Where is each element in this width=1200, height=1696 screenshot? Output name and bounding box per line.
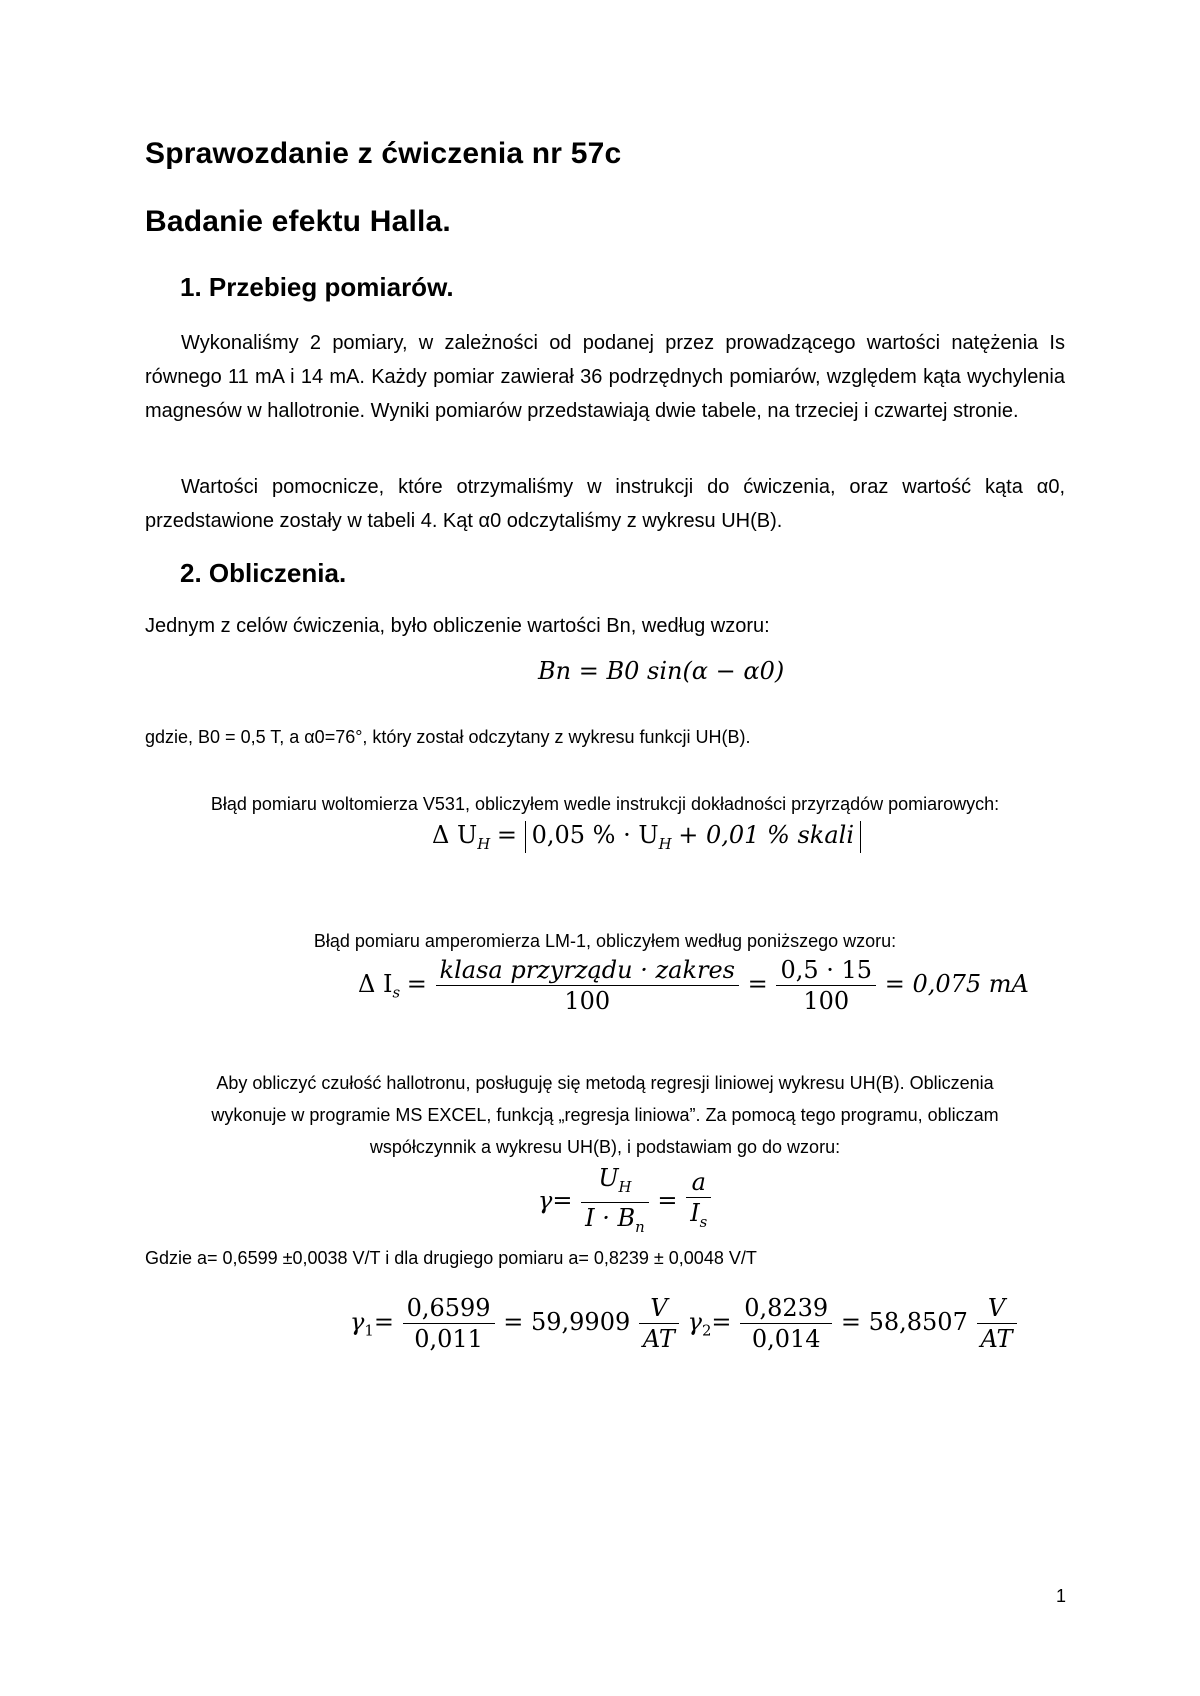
section2-heading: 2. Obliczenia. xyxy=(180,558,347,588)
regression-line-1: Aby obliczyć czułość hallotronu, posługuję się metodą regresji liniowej wykresu UH(B). Obliczenia xyxy=(216,1073,994,1093)
fraction-gamma-2-num: a xyxy=(686,1167,711,1198)
formula-bn xyxy=(538,657,784,686)
unit-2-num: V xyxy=(977,1293,1017,1324)
regression-line-3: współczynnik a wykresu UH(B), i podstawiam go do wzoru: xyxy=(369,1137,841,1157)
document-subtitle: Badanie efektu Halla. xyxy=(145,205,451,238)
formula-du-abs: 0,05 % · $U_H + 0,01$ % skali xyxy=(525,821,861,853)
section2-intro: Jednym z celów ćwiczenia, było obliczenie wartości Bn, według wzoru: xyxy=(145,615,770,637)
fraction-ammeter-2 xyxy=(776,955,876,1016)
fraction-unit-1 xyxy=(639,1293,679,1354)
formula-du-left: Δ U xyxy=(432,821,478,849)
formula-gamma-results: $\gamma_1=$ $\frac{0,6599}{0,011}$ = 59,9909 $\frac{V}{AT}$ $\gamma_2=$ $\frac{0,8239}{0,014}$ = 58,8507 $\frac{V}{AT}$ xyxy=(350,1293,1019,1354)
regression-values: Gdzie a= 0,6599 ±0,0038 V/T i dla drugiego pomiaru a= 0,8239 ± 0,0048 V/T xyxy=(145,1248,757,1268)
fraction-g2-num: 0,8239 xyxy=(740,1293,832,1324)
fraction-gamma-2-den: I xyxy=(690,1199,700,1228)
page-number: 1 xyxy=(1056,1586,1067,1606)
fraction-g1-den: 0,011 xyxy=(414,1325,483,1353)
ammeter-text: Błąd pomiaru amperomierza LM-1, obliczyłem według poniższego wzoru: xyxy=(313,931,897,951)
unit-1-num: V xyxy=(639,1293,679,1324)
formula-gamma: γ= $\frac{U_H}{I \cdot B_n}$ = $\frac{a}{I_s}$ xyxy=(538,1163,713,1242)
section1-heading: 1. Przebieg pomiarów. xyxy=(180,272,454,302)
section1-p1-text: Wykonaliśmy 2 pomiary, w zależności od podanej przez prowadzącego wartości natężenia Is równego 11 mA i 14 mA. Każdy pomiar zawierał 36 podrzędnych pomiarów, względem kąta wychylenia magnesów w hallotronie. Wyniki pomiarów przedstawiają dwie tabele, na trzeciej i czwartej stronie. xyxy=(145,332,1065,422)
fraction-g1 xyxy=(403,1293,495,1354)
regression-line-2: wykonuje w programie MS EXCEL, funkcją „regresja liniowa”. Za pomocą tego programu, obliczam xyxy=(211,1105,999,1125)
fraction-gamma-2: $\frac{a}{I_s}$ xyxy=(686,1167,711,1237)
g1-value: = 59,9909 xyxy=(503,1307,631,1336)
fraction-unit-2 xyxy=(977,1293,1017,1354)
fraction-gamma-1: $\frac{U_H}{I \cdot B_n}$ xyxy=(581,1163,649,1242)
fraction-g1-num: 0,6599 xyxy=(403,1293,495,1324)
formula-di-left: Δ I xyxy=(358,969,393,998)
fraction-gamma-1-num: U xyxy=(598,1164,619,1192)
section1-p2-text: Wartości pomocnicze, które otrzymaliśmy w instrukcji do ćwiczenia, oraz wartość kąta α0, przedstawione zostały w tabeli 4. Kąt α0 odczytaliśmy z wykresu UH(B). xyxy=(145,476,1065,532)
fraction-g2-den: 0,014 xyxy=(751,1325,821,1353)
fraction-ammeter-1-num: klasa przyrządu · zakres xyxy=(436,955,739,986)
formula-bn-text: Bn = B0 sin(α − α0) xyxy=(538,657,785,685)
formula-ammeter: Δ $I_s$ = $\frac{\text{klasa przyrządu · zakres}}{100}$ = $\frac{0,5 \cdot 15}{100}$ = 0,075 mA xyxy=(358,956,1029,1015)
fraction-g2 xyxy=(740,1293,832,1354)
formula-di-result: = 0,075 mA xyxy=(884,969,1029,998)
formula-voltmeter: Δ $U_H = 0,05$ % · $U_H + 0,01$ % skali xyxy=(432,821,861,853)
unit-1-den: AT xyxy=(642,1325,675,1353)
formula-du-inner: 0,05 % · U xyxy=(531,821,659,849)
fraction-ammeter-1-den: 100 xyxy=(564,987,611,1015)
voltmeter-text: Błąd pomiaru woltomierza V531, obliczyłem wedle instrukcji dokładności przyrządów pomiarowych: xyxy=(210,794,1000,814)
fraction-ammeter-1 xyxy=(436,955,739,1016)
document-title: Sprawozdanie z ćwiczenia nr 57c xyxy=(145,137,622,170)
fraction-ammeter-2-den: 100 xyxy=(803,987,850,1015)
fraction-ammeter-2-num: 0,5 · 15 xyxy=(776,955,876,986)
fraction-gamma-1-den: I · B xyxy=(585,1203,636,1232)
formula-du-tail: + 0,01 % skali xyxy=(678,821,854,849)
g2-value: = 58,8507 xyxy=(840,1307,968,1336)
section1-paragraph-2 xyxy=(145,470,1065,538)
section1-paragraph-1 xyxy=(145,326,1065,428)
unit-2-den: AT xyxy=(980,1325,1013,1353)
section2-where: gdzie, B0 = 0,5 T, a α0=76°, który został odczytany z wykresu funkcji UH(B). xyxy=(145,727,751,747)
